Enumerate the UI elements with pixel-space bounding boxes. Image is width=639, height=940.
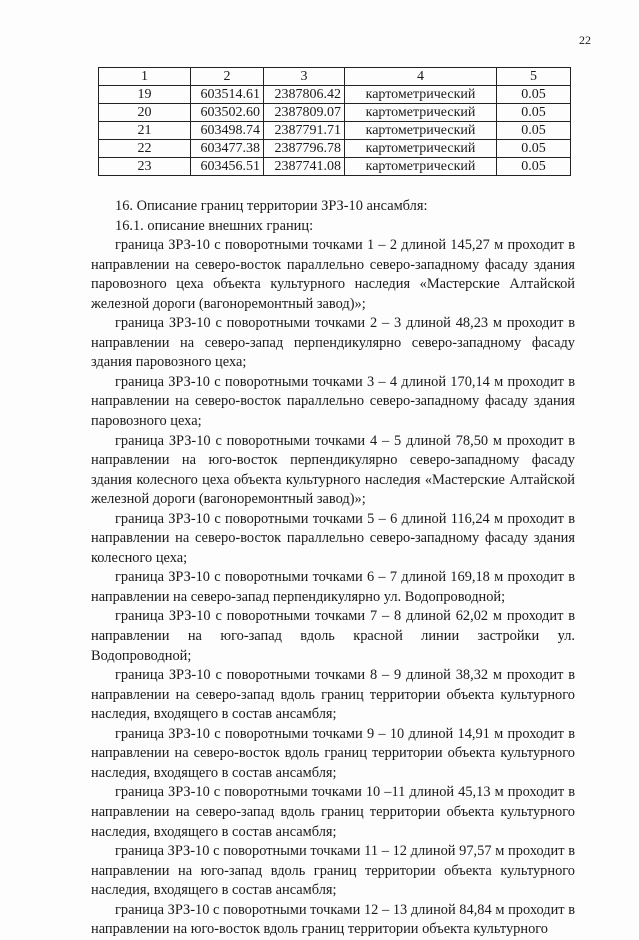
- point-number-cell: 21: [99, 122, 191, 140]
- point-number-cell: 19: [99, 86, 191, 104]
- header-cell: 1: [99, 68, 191, 86]
- table-row: [99, 140, 571, 158]
- document-body: [91, 197, 575, 940]
- y-coordinate-cell: 2387741.08: [264, 158, 345, 176]
- method-cell: картометрический: [345, 104, 497, 122]
- x-coordinate-cell: 603502.60: [191, 104, 264, 122]
- boundary-paragraph: граница ЗРЗ-10 с поворотными точками 7 – 8 длиной 62,02 м проходит в направлении на юго-запад вдоль красной линии застройки ул. Водопроводной;: [91, 608, 575, 664]
- method-cell: картометрический: [345, 158, 497, 176]
- y-coordinate-cell: 2387806.42: [264, 86, 345, 104]
- y-coordinate-cell: 2387796.78: [264, 140, 345, 158]
- table-row: [99, 122, 571, 140]
- header-cell: 3: [264, 68, 345, 86]
- accuracy-cell: 0.05: [497, 158, 571, 176]
- section-heading: 16. Описание границ территории ЗРЗ-10 ансамбля:: [115, 198, 428, 214]
- x-coordinate-cell: 603498.74: [191, 122, 264, 140]
- boundary-paragraph: граница ЗРЗ-10 с поворотными точками 9 – 10 длиной 14,91 м проходит в направлении на северо-восток вдоль границ территории объекта культурного наследия, входящего в состав ансамбля;: [91, 725, 575, 781]
- y-coordinate-cell: 2387809.07: [264, 104, 345, 122]
- boundary-paragraph: граница ЗРЗ-10 с поворотными точками 5 – 6 длиной 116,24 м проходит в направлении на северо-восток параллельно северо-западному фасаду здания колесного цеха;: [91, 510, 575, 566]
- boundary-paragraph: граница ЗРЗ-10 с поворотными точками 6 – 7 длиной 169,18 м проходит в направлении на северо-запад перпендикулярно ул. Водопроводной;: [91, 569, 575, 605]
- method-cell: картометрический: [345, 86, 497, 104]
- coordinates-table: [98, 67, 571, 176]
- point-number-cell: 23: [99, 158, 191, 176]
- subsection-heading: 16.1. описание внешних границ:: [115, 217, 314, 234]
- y-coordinate-cell: 2387791.71: [264, 122, 345, 140]
- table-row: [99, 86, 571, 104]
- boundary-paragraph: граница ЗРЗ-10 с поворотными точками 2 – 3 длиной 48,23 м проходит в направлении на северо-запад перпендикулярно северо-западному фасаду здания паровозного цеха;: [91, 315, 575, 371]
- point-number-cell: 22: [99, 140, 191, 158]
- table-header-row: [99, 68, 571, 86]
- boundary-paragraph: граница ЗРЗ-10 с поворотными точками 11 – 12 длиной 97,57 м проходит в направлении на юго-запад вдоль границ территории объекта культурного наследия, входящего в состав ансамбля;: [91, 843, 575, 899]
- method-cell: картометрический: [345, 122, 497, 140]
- method-cell: картометрический: [345, 140, 497, 158]
- boundary-paragraph: граница ЗРЗ-10 с поворотными точками 1 – 2 длиной 145,27 м проходит в направлении на северо-восток параллельно северо-западному фасаду здания паровозного цеха объекта культурного наследия «Мастерские Алтайской железной дороги (вагоноремонтный завод)»;: [91, 237, 575, 312]
- accuracy-cell: 0.05: [497, 122, 571, 140]
- x-coordinate-cell: 603456.51: [191, 158, 264, 176]
- header-cell: 5: [497, 68, 571, 86]
- boundary-paragraph: граница ЗРЗ-10 с поворотными точками 8 – 9 длиной 38,32 м проходит в направлении на северо-запад вдоль границ территории объекта культурного наследия, входящего в состав ансамбля;: [91, 667, 575, 723]
- boundary-paragraph: граница ЗРЗ-10 с поворотными точками 10 –11 длиной 45,13 м проходит в направлении на северо-запад вдоль границ территории объекта культурного наследия, входящего в состав ансамбля;: [91, 784, 575, 840]
- page-number: 22: [579, 33, 591, 47]
- boundary-paragraph: граница ЗРЗ-10 с поворотными точками 12 – 13 длиной 84,84 м проходит в направлении на юго-восток вдоль границ территории объекта культурного: [91, 901, 575, 938]
- header-cell: 4: [345, 68, 497, 86]
- x-coordinate-cell: 603477.38: [191, 140, 264, 158]
- accuracy-cell: 0.05: [497, 104, 571, 122]
- accuracy-cell: 0.05: [497, 86, 571, 104]
- table-row: [99, 104, 571, 122]
- point-number-cell: 20: [99, 104, 191, 122]
- accuracy-cell: 0.05: [497, 140, 571, 158]
- boundary-paragraph: граница ЗРЗ-10 с поворотными точками 4 – 5 длиной 78,50 м проходит в направлении на юго-восток перпендикулярно северо-западному фасаду здания колесного цеха объекта культурного наследия «Мастерские Алтайской железной дороги (вагоноремонтный завод)»;: [91, 432, 575, 508]
- header-cell: 2: [191, 68, 264, 86]
- boundary-paragraph: граница ЗРЗ-10 с поворотными точками 3 – 4 длиной 170,14 м проходит в направлении на северо-восток параллельно северо-западному фасаду здания паровозного цеха;: [91, 373, 575, 430]
- table-row: [99, 158, 571, 176]
- x-coordinate-cell: 603514.61: [191, 86, 264, 104]
